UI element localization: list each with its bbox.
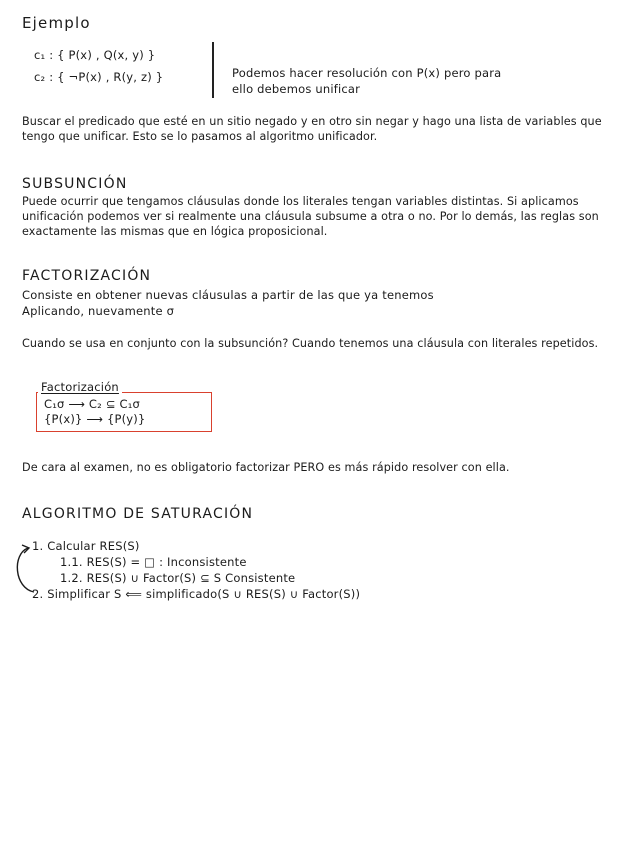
factorizacion-question: Cuando se usa en conjunto con la subsunción? Cuando tenemos una cláusula con literales repetidos. [22,337,599,350]
factorizacion-heading: FACTORIZACIÓN [22,268,152,284]
saturacion-heading: ALGORITMO DE SATURACIÓN [22,506,254,522]
factorizacion-box-line2: {P(x)} ⟶ {P(y)} [44,412,146,426]
saturacion-step2: 2. Simplificar S ⟸ simplificado(S ∪ RES(S) ∪ Factor(S)) [32,587,361,601]
subsumcion-heading: SUBSUNCIÓN [22,176,128,192]
saturacion-step1: 1. Calcular RES(S) [32,539,140,553]
exam-note: De cara al examen, no es obligatorio factorizar PERO es más rápido resolver con ella. [22,461,510,474]
factorizacion-box-line1: C₁σ ⟶ C₂ ⊆ C₁σ [44,397,141,411]
resolution-note-line2: ello debemos unificar [232,82,361,96]
factorizacion-text-line1: Consiste en obtener nuevas cláusulas a partir de las que ya tenemos [22,288,434,302]
saturacion-step1-2: 1.2. RES(S) ∪ Factor(S) ⊆ S Consistente [60,571,296,585]
page-title: Ejemplo [22,14,91,32]
saturacion-step1-1: 1.1. RES(S) = □ : Inconsistente [60,555,247,569]
subsumcion-text: Puede ocurrir que tengamos cláusulas donde los literales tengan variables distintas. Si aplicamos unificación podemos ver si realmente una cláusula subsume a otra o no. Por lo demás, las reglas son exactamente las mismas que en lógica proposicional. [22,195,599,238]
factorizacion-box-title: Factorización [38,380,122,394]
intro-paragraph: Buscar el predicado que esté en un sitio negado y en otro sin negar y hago una lista de variables que tengo que unificar. Esto se lo pasamos al algoritmo unificador. [22,115,602,143]
clause-c2: c₂ : { ¬P(x) , R(y, z) } [34,70,164,84]
factorizacion-text-line2: Aplicando, nuevamente σ [22,304,175,318]
divider-line [212,42,214,98]
clause-c1: c₁ : { P(x) , Q(x, y) } [34,48,156,62]
resolution-note-line1: Podemos hacer resolución con P(x) pero para [232,66,502,80]
